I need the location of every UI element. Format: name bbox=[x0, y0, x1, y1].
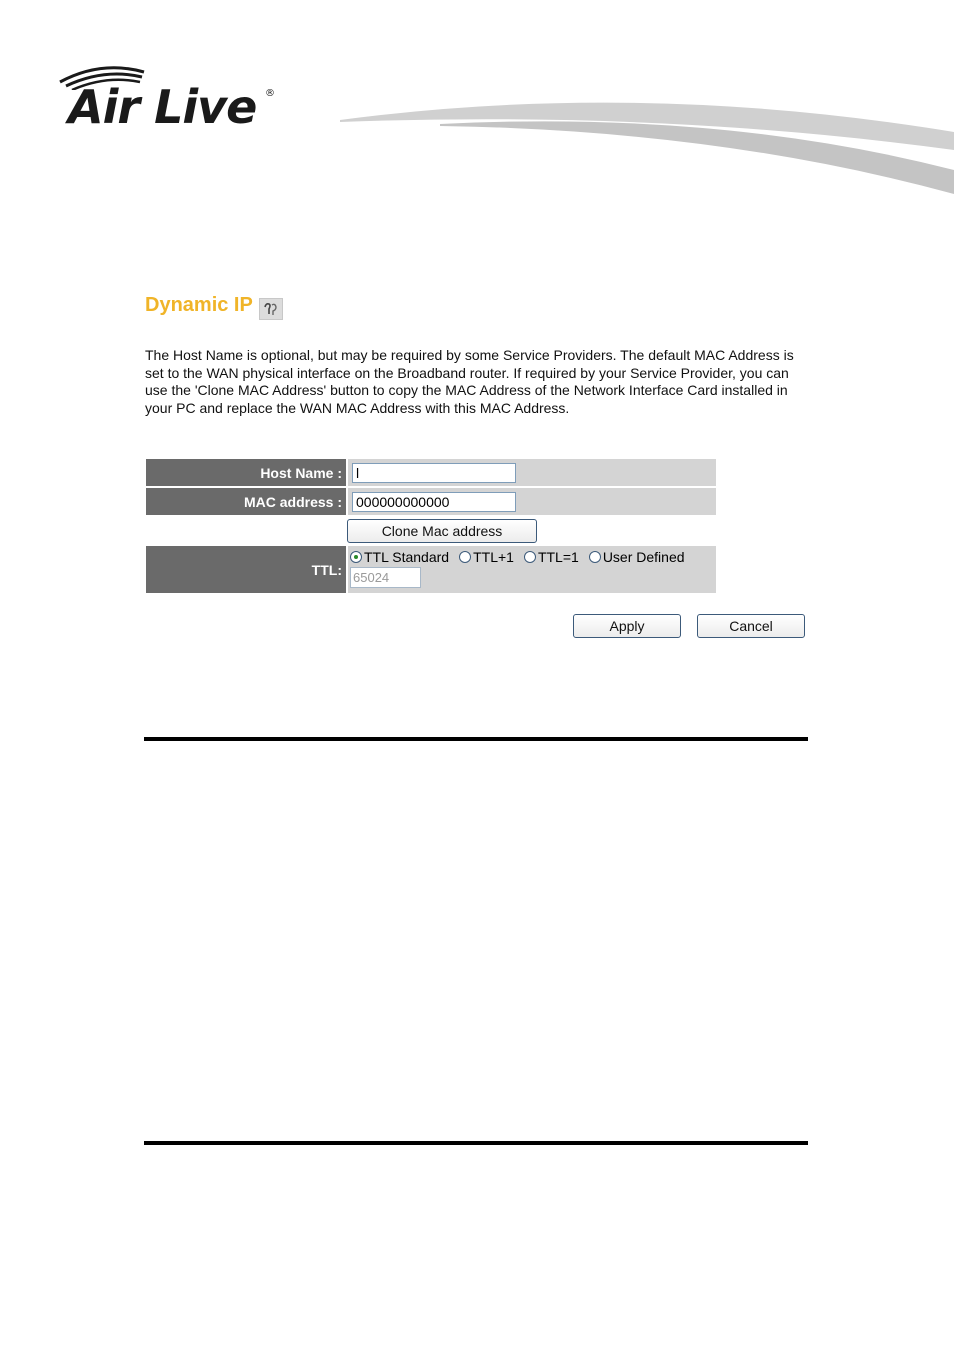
help-glyph-icon bbox=[260, 299, 282, 319]
mac-address-input[interactable]: 000000000000 bbox=[352, 492, 516, 512]
divider-top bbox=[144, 737, 808, 741]
apply-button[interactable]: Apply bbox=[573, 614, 681, 638]
clone-mac-button[interactable]: Clone Mac address bbox=[347, 519, 537, 543]
ttl-value-input[interactable]: 65024 bbox=[350, 567, 421, 588]
radio-unchecked-icon[interactable] bbox=[589, 551, 601, 563]
mac-address-cell bbox=[348, 488, 716, 515]
radio-checked-icon[interactable] bbox=[350, 551, 362, 563]
logo-text: Air Live bbox=[68, 80, 257, 134]
ttl-option-equals-one[interactable] bbox=[524, 549, 579, 565]
airlive-logo bbox=[56, 60, 286, 134]
ttl-option-label: User Defined bbox=[602, 549, 685, 565]
ttl-row bbox=[146, 546, 716, 593]
host-name-input[interactable]: l bbox=[352, 463, 516, 483]
ttl-option-label: TTL Standard bbox=[364, 549, 450, 565]
ttl-radio-group bbox=[350, 549, 685, 565]
header-swoosh-decoration bbox=[340, 80, 954, 200]
page-title-text: Dynamic IP bbox=[145, 294, 253, 316]
radio-unchecked-icon[interactable] bbox=[459, 551, 471, 563]
cancel-button[interactable]: Cancel bbox=[697, 614, 805, 638]
divider-bottom bbox=[144, 1141, 808, 1145]
host-name-label: Host Name : bbox=[146, 459, 346, 486]
ttl-option-plus-one[interactable] bbox=[459, 549, 514, 565]
clone-mac-row bbox=[146, 517, 716, 544]
mac-address-label: MAC address : bbox=[146, 488, 346, 515]
logo-registered-mark: ® bbox=[265, 88, 275, 99]
ttl-cell bbox=[348, 546, 716, 593]
ttl-option-user-defined[interactable] bbox=[589, 549, 685, 565]
clone-mac-spacer bbox=[146, 517, 346, 544]
dynamic-ip-form bbox=[146, 459, 716, 595]
page-description: The Host Name is optional, but may be required by some Service Providers. The default MAC Address is set to the WAN physical interface on the Broadband router. If required by your Service Provider, you can use the 'Clone MAC Address' button to copy the MAC Address of the Network Interface Card installed in your PC and replace the WAN MAC Address with this MAC Address. bbox=[145, 347, 794, 416]
ttl-option-label: TTL+1 bbox=[473, 549, 514, 565]
ttl-label: TTL: bbox=[146, 546, 346, 593]
help-icon[interactable] bbox=[259, 298, 283, 320]
host-name-row bbox=[146, 459, 716, 486]
mac-address-row bbox=[146, 488, 716, 515]
host-name-cell bbox=[348, 459, 716, 486]
radio-unchecked-icon[interactable] bbox=[524, 551, 536, 563]
page-title bbox=[145, 294, 283, 317]
ttl-option-label: TTL=1 bbox=[537, 549, 579, 565]
ttl-option-standard[interactable] bbox=[350, 549, 449, 565]
